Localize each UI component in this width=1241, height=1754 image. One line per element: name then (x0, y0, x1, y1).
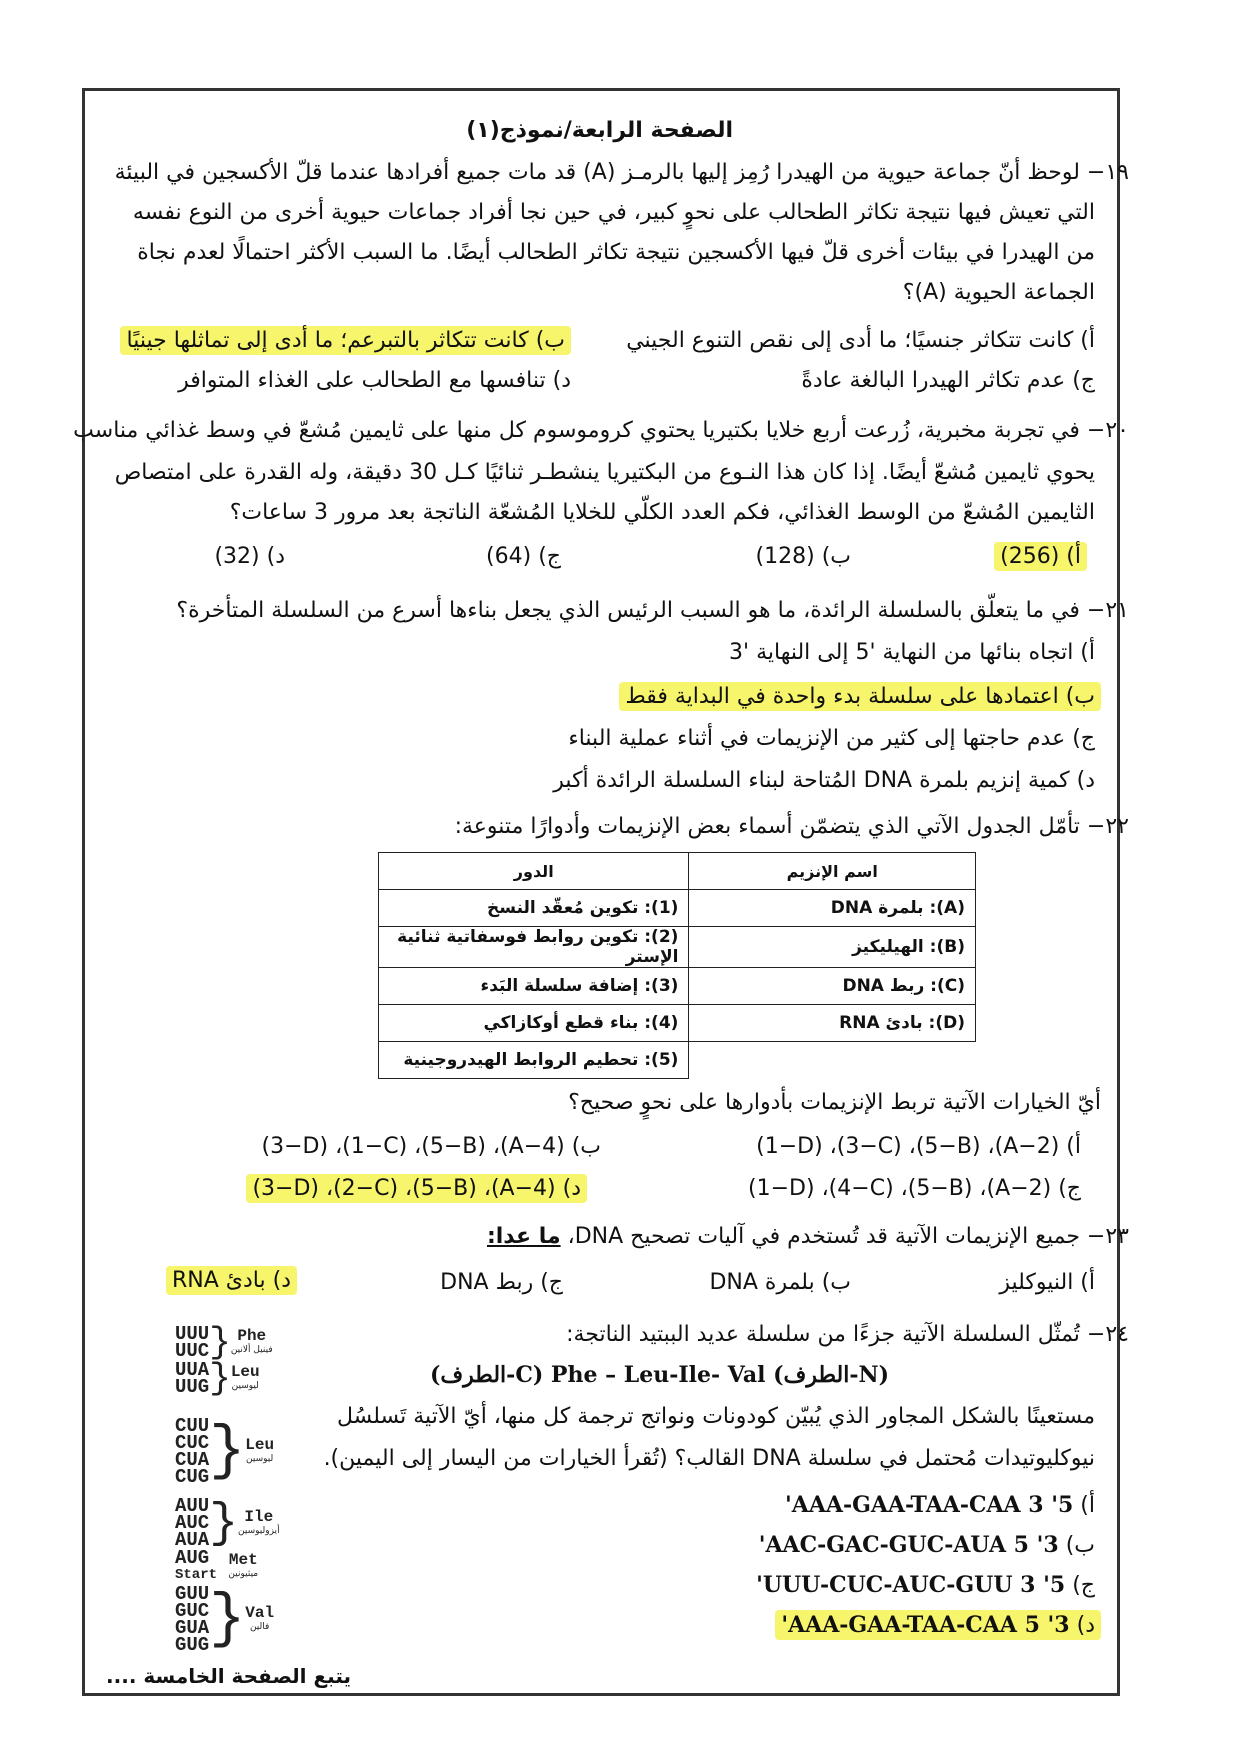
role-cell: (5): تحطيم الروابط الهيدروجينية (379, 1042, 689, 1079)
role-cell: (4): بناء قطع أوكازاكي (379, 1005, 689, 1042)
codon: UUA (175, 1359, 210, 1381)
q24-option-c[interactable] (756, 1572, 1095, 1598)
q21-option-b[interactable]: ب) اعتمادها على سلسلة بدء واحدة في البداية فقط (619, 682, 1101, 711)
amino-acid: Ile (244, 1507, 274, 1526)
q24-option-a-seq: 5' AAA-GAA-TAA-CAA 3' (785, 1492, 1074, 1518)
q24-option-c-seq: 5' UUU-CUC-AUC-GUU 3' (756, 1572, 1066, 1598)
q23-line-start: ٢٣− جميع الإنزيمات الآتية قد تُستخدم في آليات تصحيح DNA، (560, 1224, 1129, 1249)
codon: GUU (175, 1583, 210, 1605)
enzyme-cell: (B): الهيليكيز (689, 927, 976, 968)
q20-line-2: يحوي ثايمين مُشعّ أيضًا. إذا كان هذا النـوع من البكتيريا ينشطـر ثنائيًا كـل 30 دقيقة، وله القدرة على امتصاص (114, 460, 1095, 485)
amino-acid-arabic: ليوسين (231, 1381, 259, 1391)
brace-icon: } (209, 1322, 231, 1363)
codon: CUA (175, 1449, 210, 1471)
q20-option-d[interactable]: د) (32) (214, 544, 285, 569)
amino-acid-arabic: ميثيونين (228, 1569, 259, 1579)
q22-option-c[interactable]: ج) (2−A)، (5−B)، (4−C)، (1−D) (748, 1176, 1081, 1201)
q24-option-d[interactable] (775, 1610, 1101, 1640)
codon: CUU (175, 1415, 210, 1437)
q24-option-d-seq: 3' AAA-GAA-TAA-CAA 5' (781, 1612, 1070, 1638)
header-enzyme: اسم الإنزيم (689, 853, 976, 890)
role-cell: (1): تكوين مُعقّد النسخ (379, 890, 689, 927)
codon-group-ile (175, 1495, 280, 1551)
q23-except: ما عدا: (486, 1224, 561, 1249)
q19-line-4: الجماعة الحيوية (A)؟ (902, 280, 1095, 305)
q20-option-b[interactable]: ب) (128) (755, 544, 851, 569)
q24-option-b[interactable] (759, 1532, 1095, 1558)
enzyme-table (378, 852, 976, 1079)
codon: GUC (175, 1600, 210, 1622)
codon-group-leu-1 (175, 1358, 260, 1399)
q22-option-b[interactable]: ب) (4−A)، (5−B)، (1−C)، (3−D) (261, 1134, 601, 1159)
q22-question: أيّ الخيارات الآتية تربط الإنزيمات بأدوارها على نحوٍ صحيح؟ (568, 1090, 1101, 1115)
q24-option-b-seq: 3' AAC-GAC-GUC-AUA 5' (758, 1532, 1059, 1558)
q19-option-c[interactable]: ج) عدم تكاثر الهيدرا البالغة عادةً (801, 368, 1095, 393)
start-label: Start (175, 1567, 218, 1583)
q23-option-b[interactable]: ب) بلمرة DNA (709, 1270, 851, 1295)
q22-option-d[interactable]: د) (4−A)، (5−B)، (2−C)، (3−D) (246, 1174, 587, 1203)
q20-line-3: الثايمين المُشعّ من الوسط الغذائي، فكم العدد الكلّي للخلايا المُشعّة الناتجة بعد مرور 3 ساعات؟ (229, 500, 1095, 525)
table-header-row (379, 853, 976, 890)
q22-option-a[interactable]: أ) (2−A)، (5−B)، (3−C)، (1−D) (756, 1134, 1081, 1159)
table-row (379, 927, 976, 968)
enzyme-cell: (C): ربط DNA (689, 968, 976, 1005)
q21-option-d[interactable]: د) كمية إنزيم بلمرة DNA المُتاحة لبناء السلسلة الرائدة أكبر (553, 768, 1095, 793)
q20-option-c[interactable]: ج) (64) (486, 544, 561, 569)
q23-option-c[interactable]: ج) ربط DNA (440, 1270, 563, 1295)
q19-line-3: من الهيدرا في بيئات أخرى قلّ فيها الأكسجين نتيجة تكاثر الطحالب أيضًا. ما السبب الأكثر احتمالًا لعدم نجاة (137, 240, 1095, 265)
q24-text-line-2: نيوكليوتيدات مُحتمل في سلسلة DNA القالب؟ (تُقرأ الخيارات من اليسار إلى اليمين). (323, 1446, 1095, 1471)
q24-option-c-label: ج) (1072, 1573, 1095, 1598)
q19-option-a[interactable]: أ) كانت تتكاثر جنسيًا؛ ما أدى إلى نقص التنوع الجيني (626, 328, 1095, 353)
role-cell: (3): إضافة سلسلة البَدء (379, 968, 689, 1005)
q24-option-a-label: أ) (1080, 1493, 1095, 1518)
header-role: الدور (379, 853, 689, 890)
brace-icon: } (209, 1358, 231, 1399)
codon: AUA (175, 1529, 210, 1551)
q23-option-a[interactable]: أ) النيوكليز (999, 1270, 1095, 1295)
q24-option-a[interactable] (785, 1492, 1095, 1518)
amino-acid: Val (245, 1604, 275, 1622)
page-title: الصفحة الرابعة/نموذج(١) (466, 118, 733, 143)
amino-acid: Phe (237, 1327, 267, 1345)
table-row (379, 968, 976, 1005)
q24-option-d-label: د) (1076, 1613, 1095, 1638)
codon-group-val (175, 1583, 275, 1656)
q20-option-a[interactable]: أ) (256) (994, 542, 1087, 571)
q23-option-d[interactable]: د) بادئ RNA (166, 1266, 297, 1295)
q19-option-d[interactable]: د) تنافسها مع الطحالب على الغذاء المتوافر (178, 368, 571, 393)
q21-option-c[interactable]: ج) عدم حاجتها إلى كثير من الإنزيمات في أثناء عملية البناء (568, 726, 1095, 751)
brace-icon: } (209, 1418, 246, 1486)
q21-line: ٢١− في ما يتعلّق بالسلسلة الرائدة، ما هو السبب الرئيس الذي يجعل بناءها أسرع من السلسلة المتأخرة؟ (176, 598, 1129, 623)
codon: GUG (175, 1634, 210, 1656)
enzyme-cell (689, 1042, 976, 1079)
amino-acid: Met (228, 1551, 258, 1569)
q22-line: ٢٢− تأمّل الجدول الآتي الذي يتضمّن أسماء بعض الإنزيمات وأدوارًا متنوعة: (454, 814, 1129, 839)
enzyme-cell: (A): بلمرة DNA (689, 890, 976, 927)
brace-icon: } (209, 1496, 239, 1551)
codon-group-met (175, 1547, 259, 1584)
q21-option-a[interactable]: أ) اتجاه بنائها من النهاية '5 إلى النهاية '3 (729, 640, 1095, 665)
amino-acid-arabic: فالين (249, 1622, 270, 1632)
codon-group-phe (175, 1322, 273, 1363)
codon: UUC (175, 1340, 210, 1362)
q19-line-1: ١٩− لوحظ أنّ جماعة حيوية من الهيدرا رُمِز إليها بالرمـز (A) قد مات جميع أفرادها عندما قلّ الأكسجين في البيئة (114, 160, 1129, 185)
amino-acid-arabic: فينيل ألانين (230, 1345, 273, 1355)
q24-option-b-label: ب) (1065, 1533, 1095, 1558)
q24-text-line-1: مستعينًا بالشكل المجاور الذي يُبيّن كودونات ونواتج ترجمة كل منها، أيّ الآتية تَسلسُل (336, 1404, 1095, 1429)
codon: AUU (175, 1495, 210, 1517)
q24-peptide: (N-الطرف) Phe – Leu-Ile- Val (C-الطرف) (429, 1362, 889, 1388)
codon-group-leu-2 (175, 1415, 275, 1488)
codon: UUG (175, 1376, 210, 1398)
table-row (379, 1005, 976, 1042)
codon: AUC (175, 1512, 210, 1534)
footer-continue: يتبع الصفحة الخامسة .... (106, 1664, 351, 1688)
role-cell: (2): تكوين روابط فوسفاتية ثنائية الإستر (379, 927, 689, 968)
q23-line (487, 1224, 1129, 1249)
codon: CUC (175, 1432, 210, 1454)
codon: UUU (175, 1323, 210, 1345)
q19-line-2: التي تعيش فيها نتيجة تكاثر الطحالب على نحوٍ كبير، في حين نجا أفراد جماعات حيوية أخرى من النوع نفسه (132, 200, 1095, 225)
brace-icon: } (209, 1586, 246, 1654)
table-row (379, 1042, 976, 1079)
enzyme-cell: (D): بادئ RNA (689, 1005, 976, 1042)
q20-line-1: ٢٠− في تجربة مخبرية، زُرعت أربع خلايا بكتيريا يحتوي كروموسوم كل منها على ثايمين مُشعّ في وسط غذائي مناسب (73, 418, 1129, 443)
codon: CUG (175, 1466, 210, 1488)
q24-line: ٢٤− تُمثّل السلسلة الآتية جزءًا من سلسلة عديد الببتيد الناتجة: (566, 1322, 1129, 1347)
q19-option-b[interactable]: ب) كانت تتكاثر بالتبرعم؛ ما أدى إلى تماثلها جينيًا (120, 326, 571, 355)
codon: GUA (175, 1617, 210, 1639)
amino-acid-arabic: أيزوليوسين (238, 1525, 280, 1536)
amino-acid: Leu (230, 1363, 260, 1381)
amino-acid-arabic: ليوسين (246, 1454, 274, 1464)
amino-acid: Leu (245, 1436, 275, 1454)
codon: AUG (175, 1547, 210, 1569)
table-row (379, 890, 976, 927)
